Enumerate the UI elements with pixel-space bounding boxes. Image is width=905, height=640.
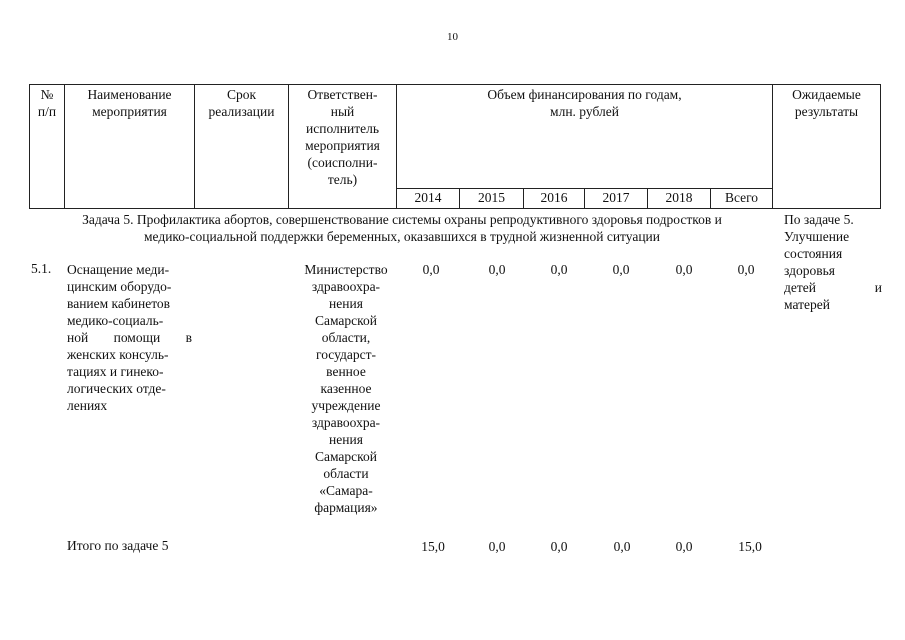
- header-name-cell: Наименование мероприятия: [65, 85, 195, 209]
- header-year-2015: 2015: [460, 189, 524, 209]
- item-value-2016: 0,0: [550, 262, 568, 277]
- task-expected-results: По задаче 5. Улучшение состояния здоровья детей и матерей: [784, 212, 882, 312]
- header-funding-cell: Объем финансирования по годам, млн. рублей: [397, 85, 773, 189]
- item-value-2015: 0,0: [488, 262, 506, 277]
- header-year-2018: 2018: [648, 189, 711, 209]
- header-results-cell: Ожидаемые результаты: [773, 85, 881, 209]
- total-value-2018: 0,0: [675, 539, 693, 554]
- total-value-2015: 0,0: [488, 539, 506, 554]
- item-value-2014: 0,0: [422, 262, 440, 277]
- item-number: 5.1.: [31, 261, 52, 276]
- total-value-total: 15,0: [738, 539, 762, 554]
- total-label: Итого по задаче 5: [67, 538, 169, 553]
- total-value-2017: 0,0: [613, 539, 631, 554]
- item-value-total: 0,0: [737, 262, 755, 277]
- header-year-2016: 2016: [524, 189, 585, 209]
- header-year-2017: 2017: [585, 189, 648, 209]
- header-year-total: Всего: [711, 189, 773, 209]
- header-responsible-cell: Ответствен- ный исполнитель мероприятия (соисполни- тель): [289, 85, 397, 209]
- item-name: Оснащение меди- цинским оборудо- ванием кабинетов медико-социаль- ной помощи в женских консуль- тациях и гинеко- логических отде- лениях: [67, 262, 192, 413]
- item-value-2017: 0,0: [612, 262, 630, 277]
- total-value-2014: 15,0: [421, 539, 445, 554]
- total-value-2016: 0,0: [550, 539, 568, 554]
- page-number: 10: [447, 31, 458, 43]
- header-num-cell: № п/п: [30, 85, 65, 209]
- item-value-2018: 0,0: [675, 262, 693, 277]
- task-heading: Задача 5. Профилактика абортов, совершенствование системы охраны репродуктивного здоровья подростков и медико-социальной поддержки беременных, оказавшихся в трудной жизненной ситуации: [82, 212, 722, 244]
- item-responsible: Министерство здравоохра- нения Самарской области, государст- венное казенное учреждение здравоохра- нения Самарской области «Самара- фармация»: [304, 262, 388, 515]
- header-term-cell: Срок реализации: [195, 85, 289, 209]
- header-year-2014: 2014: [397, 189, 460, 209]
- table-header: [29, 84, 881, 209]
